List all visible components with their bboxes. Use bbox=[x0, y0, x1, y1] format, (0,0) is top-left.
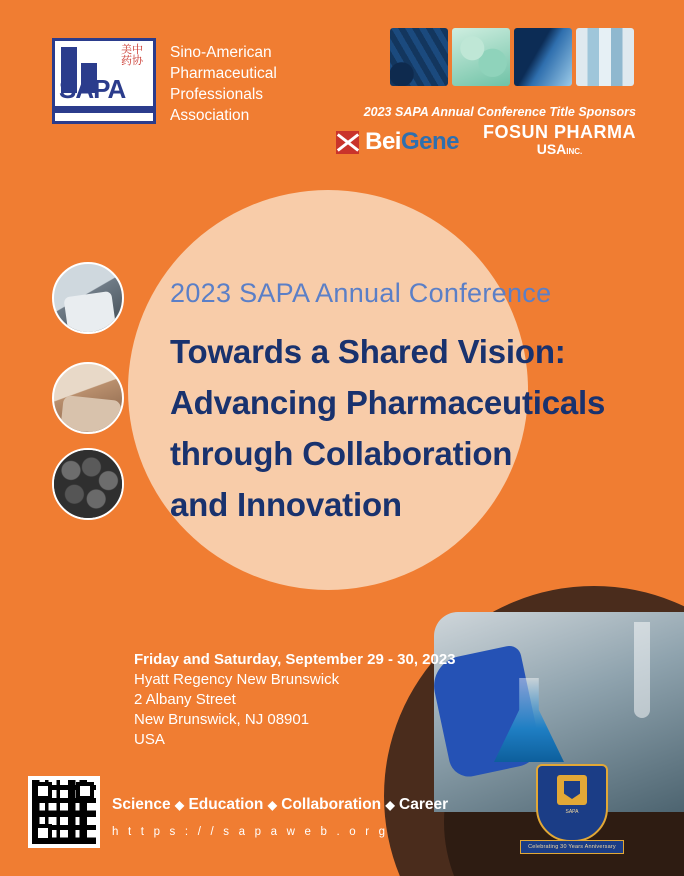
seal-ribbon: Celebrating 30 Years Anniversary bbox=[520, 840, 624, 854]
event-dates: Friday and Saturday, September 29 - 30, 2023 bbox=[134, 651, 456, 668]
event-country: USA bbox=[134, 731, 165, 748]
website-url[interactable]: h t t p s : / / s a p a w e b . o r g bbox=[112, 826, 389, 838]
qr-finder-bottom-left bbox=[34, 824, 52, 842]
conference-eyebrow: 2023 SAPA Annual Conference bbox=[170, 278, 552, 308]
beigene-logo-icon bbox=[336, 131, 359, 154]
circle-photo-lab-scientist-image bbox=[52, 262, 124, 334]
qr-code-icon[interactable] bbox=[28, 776, 100, 848]
circle-photo-blister-pack-image bbox=[52, 448, 124, 520]
organization-name bbox=[170, 38, 277, 126]
org-name-line-1: Sino-American bbox=[170, 44, 272, 61]
title-line-2: Advancing Pharmaceuticals bbox=[170, 384, 606, 421]
logo-underbar bbox=[55, 106, 153, 113]
sponsor-beigene bbox=[336, 128, 459, 156]
page-title bbox=[170, 326, 670, 530]
beigene-wordmark bbox=[365, 128, 459, 156]
title-line-3: through Collaboration bbox=[170, 435, 513, 472]
circle-photo-pharmacy-image bbox=[52, 362, 124, 434]
seal-text: SAPA bbox=[565, 809, 579, 815]
title-line-1: Towards a Shared Vision: bbox=[170, 333, 566, 370]
beigene-name-suffix: Gene bbox=[400, 128, 459, 155]
photo-strip bbox=[390, 28, 634, 86]
tagline-item-collaboration: Collaboration bbox=[281, 796, 382, 813]
tagline bbox=[112, 796, 448, 814]
qr-finder-top-right bbox=[76, 782, 94, 800]
seal-crest-icon bbox=[557, 775, 587, 805]
event-address-line-2: New Brunswick, NJ 08901 bbox=[134, 711, 310, 728]
org-name-line-3: Professionals bbox=[170, 86, 264, 103]
lab-test-tube-shape bbox=[634, 622, 650, 718]
tagline-separator-2: ◆ bbox=[267, 798, 277, 812]
strip-photo-vials-image bbox=[576, 28, 634, 86]
fosun-line-1: FOSUN PHARMA bbox=[483, 122, 636, 142]
event-address-line-1: 2 Albany Street bbox=[134, 691, 236, 708]
tagline-separator-1: ◆ bbox=[174, 798, 185, 812]
sapa-chinese-name: 美中 药协 bbox=[121, 43, 143, 67]
fosun-inc: INC. bbox=[566, 147, 583, 156]
sponsor-fosun bbox=[483, 124, 636, 160]
title-line-4: and Innovation bbox=[170, 486, 402, 523]
sapa-logo bbox=[52, 38, 277, 126]
anniversary-seal-icon bbox=[536, 764, 608, 842]
strip-photo-capsules-image bbox=[452, 28, 510, 86]
tagline-item-education: Education bbox=[188, 796, 264, 813]
sponsor-heading: 2023 SAPA Annual Conference Title Sponsors bbox=[363, 105, 636, 119]
sponsor-logos bbox=[336, 124, 636, 160]
org-name-line-4: Association bbox=[170, 107, 250, 124]
tagline-separator-3: ◆ bbox=[385, 798, 395, 812]
event-details bbox=[134, 650, 456, 750]
org-name-line-2: Pharmaceutical bbox=[170, 65, 277, 82]
tagline-item-career: Career bbox=[399, 796, 449, 813]
fosun-usa: USA bbox=[536, 141, 567, 157]
fosun-line-2 bbox=[483, 141, 636, 160]
qr-finder-top-left bbox=[34, 782, 52, 800]
sapa-logo-mark bbox=[52, 38, 156, 124]
sapa-acronym: SAPA bbox=[59, 74, 126, 104]
strip-photo-microscopy-image bbox=[390, 28, 448, 86]
strip-photo-molecule-image bbox=[514, 28, 572, 86]
beigene-name-prefix: Bei bbox=[365, 128, 401, 155]
tagline-item-science: Science bbox=[112, 796, 171, 813]
event-venue: Hyatt Regency New Brunswick bbox=[134, 671, 340, 688]
